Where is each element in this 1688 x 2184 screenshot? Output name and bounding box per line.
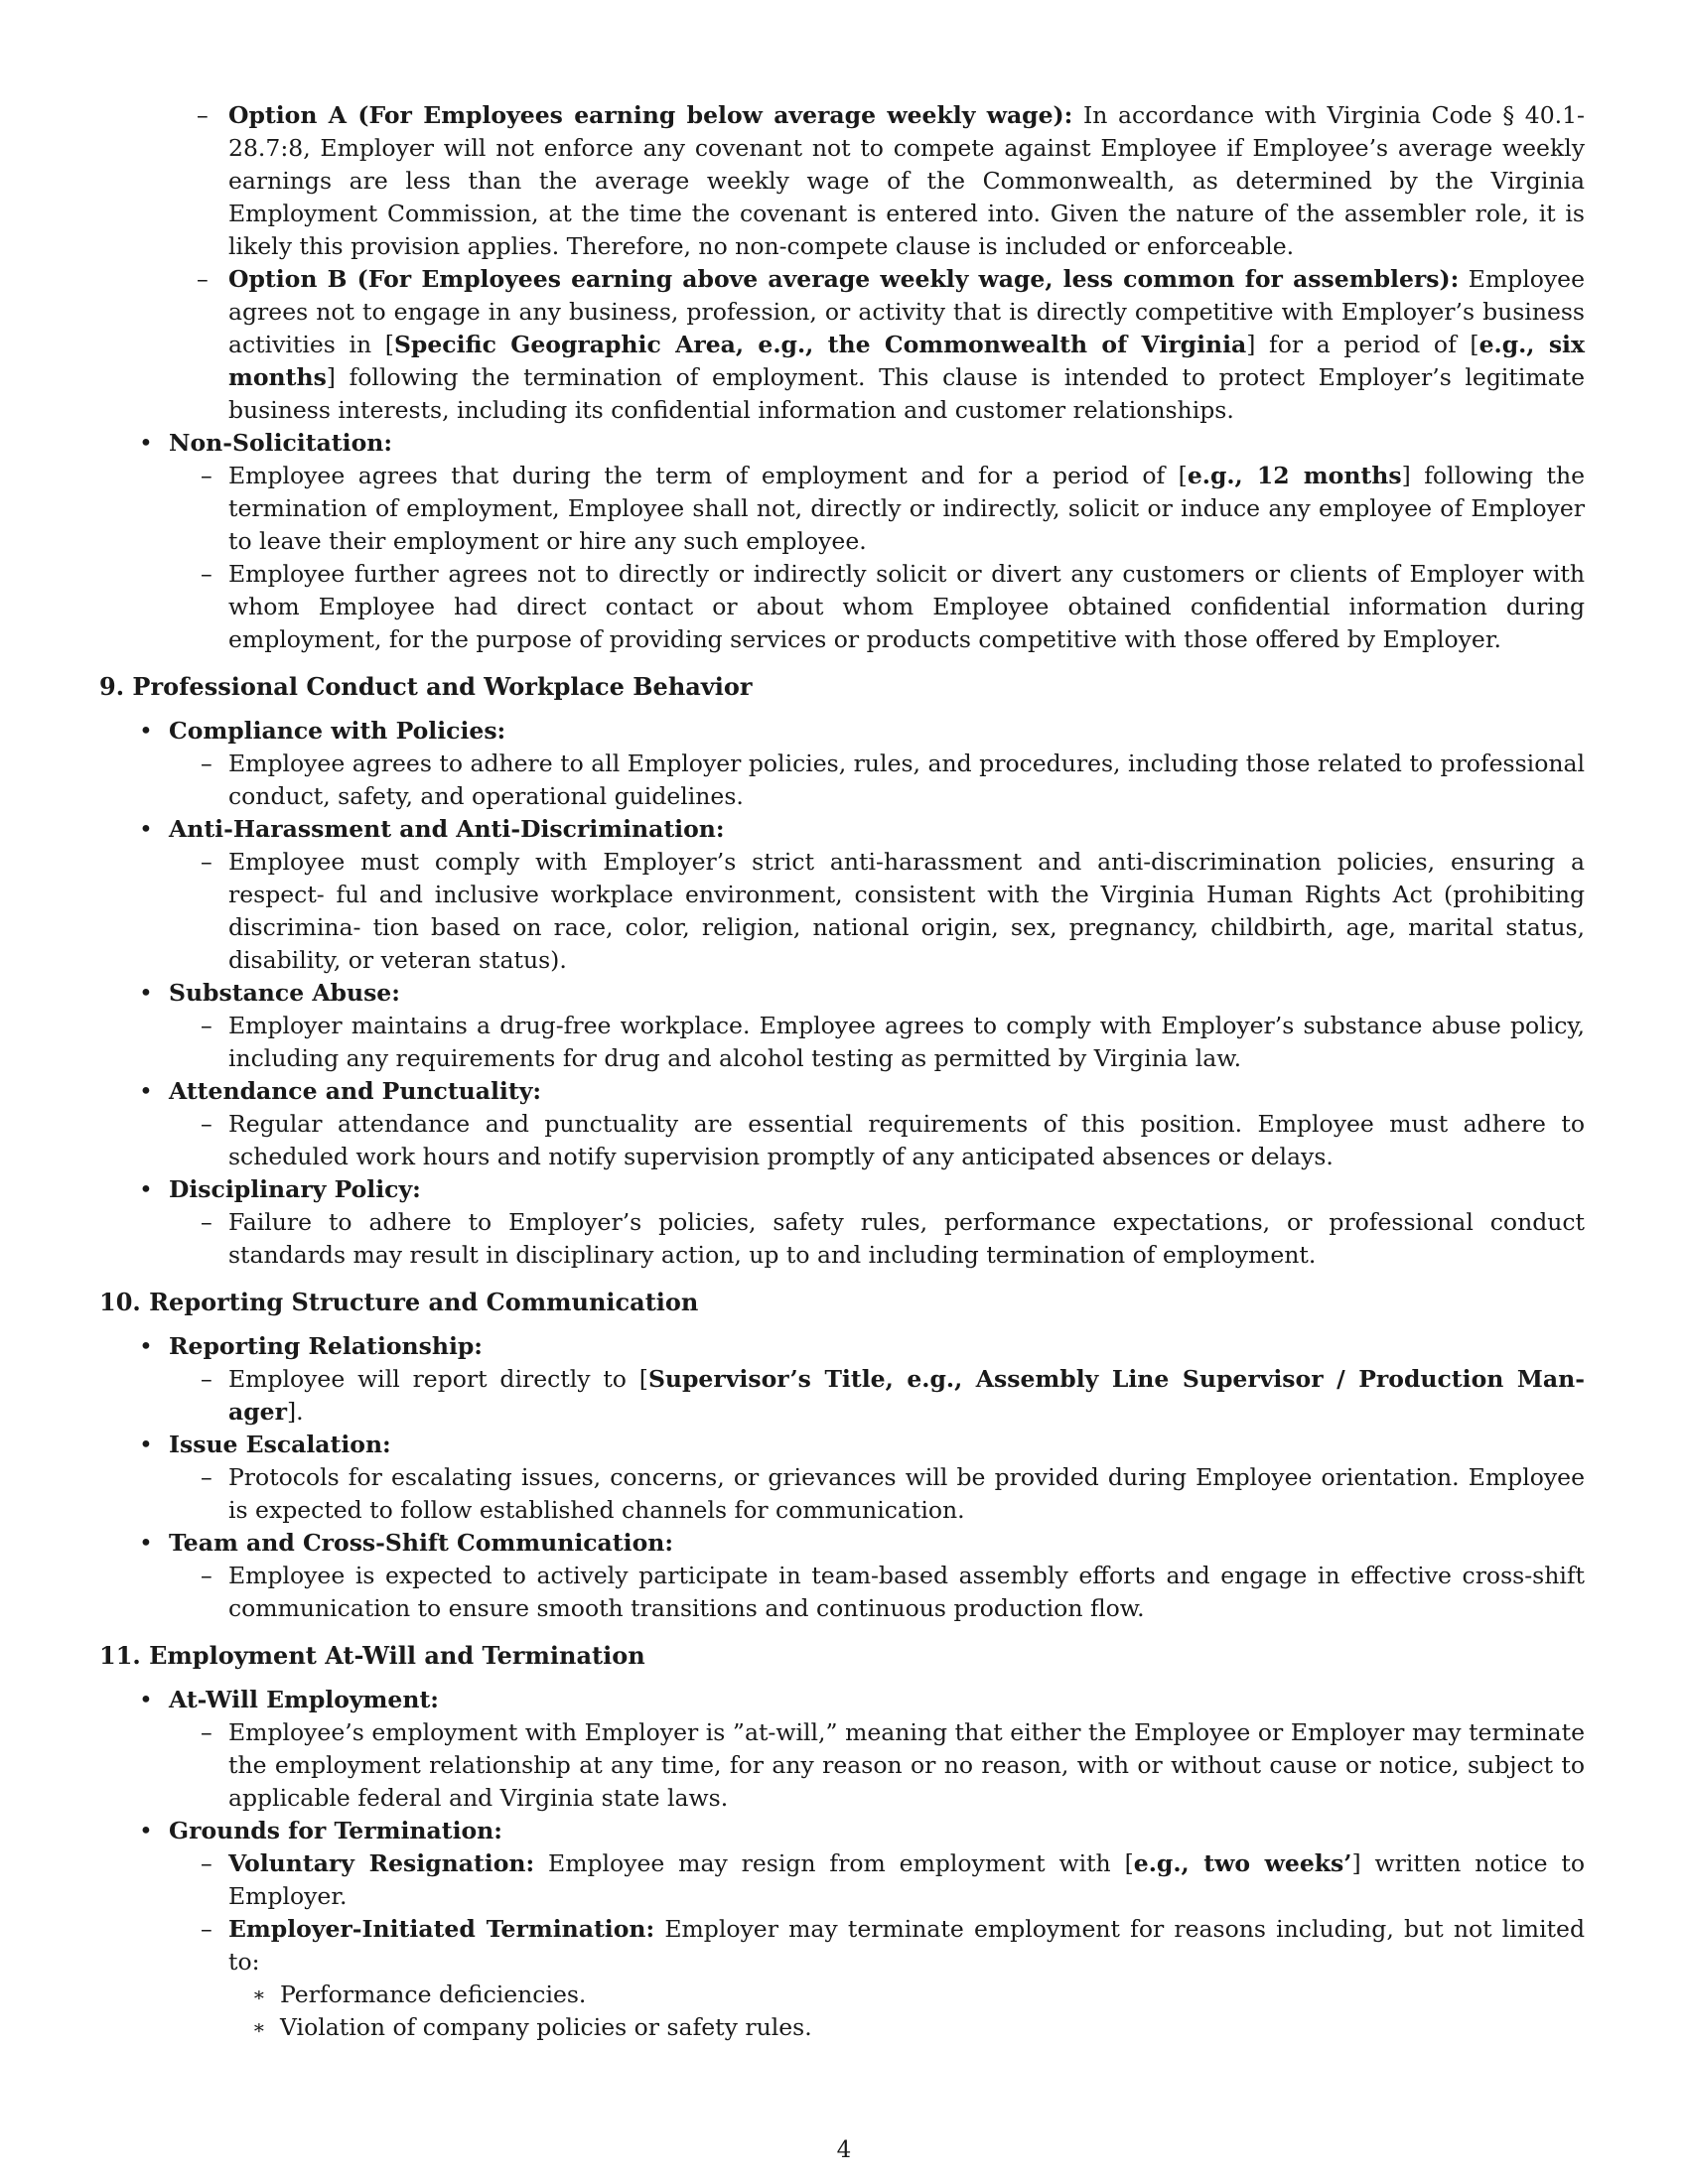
item-sublist bbox=[169, 846, 1585, 977]
item-sublist bbox=[169, 1560, 1585, 1625]
clause-placeholder: e.g., 12 months bbox=[1187, 462, 1402, 489]
item-sublist bbox=[169, 1206, 1585, 1272]
clause-text: Protocols for escalating issues, concerns, or grievances will be provided during Employee orientation. Employee is expected to follow established channels for communication. bbox=[228, 1463, 1585, 1524]
item-clause bbox=[169, 1010, 1585, 1075]
non-solicitation-list bbox=[99, 427, 1585, 656]
non-solicitation-item bbox=[99, 427, 1585, 656]
asterisk-bullet: ∗ bbox=[252, 2015, 266, 2039]
option-b-placeholder-area: Specific Geographic Area, e.g., the Commonwealth of Virginia bbox=[393, 331, 1247, 358]
option-b-text: ] for a period of [ bbox=[1246, 331, 1479, 358]
section-11 bbox=[99, 1639, 1585, 2044]
section-10-list bbox=[99, 1330, 1585, 1625]
item-clause bbox=[169, 1363, 1585, 1429]
section-11-list bbox=[99, 1684, 1585, 2044]
reason-item bbox=[252, 2011, 1585, 2044]
item-heading: Anti-Harassment and Anti-Discrimination: bbox=[169, 815, 725, 843]
item-heading: Team and Cross-Shift Communication: bbox=[169, 1529, 674, 1557]
section-9-item bbox=[99, 715, 1585, 813]
option-a-label: Option A (For Employees earning below average weekly wage): bbox=[228, 101, 1073, 129]
section-9-item bbox=[99, 977, 1585, 1075]
option-b-text: ] following the termination of employment. This clause is intended to protect Employer’s legitimate business interests, including its confidential information and customer relationships. bbox=[228, 363, 1585, 424]
clause-text: Employer maintains a drug-free workplace. Employee agrees to comply with Employer’s substance abuse policy, including any requirements for drug and alcohol testing as permitted by Virginia law. bbox=[228, 1012, 1585, 1072]
clause-placeholder: Supervisor’s Title, e.g., Assembly Line Supervisor / Production Man- ager bbox=[228, 1365, 1585, 1426]
option-b-label: Option B (For Employees earning above average weekly wage, less common for assemblers): bbox=[228, 265, 1460, 293]
section-11-item bbox=[99, 1815, 1585, 2044]
item-clause bbox=[169, 1913, 1585, 2044]
item-sublist bbox=[169, 1716, 1585, 1815]
item-clause bbox=[169, 1560, 1585, 1625]
item-heading: Grounds for Termination: bbox=[169, 1817, 502, 1844]
dash-bullet: – bbox=[201, 1718, 212, 1746]
item-sublist bbox=[169, 1847, 1585, 2044]
dash-bullet: – bbox=[201, 848, 212, 876]
clause-text: Employee’s employment with Employer is ”at-will,” meaning that either the Employee or Employer may terminate the employment relationship at any time, for any reason or no reason, with or without cause or notice, subject to applicable federal and Virginia state laws. bbox=[228, 1718, 1585, 1812]
clause-text: Failure to adhere to Employer’s policies, safety rules, performance expectations, or professional conduct standards may result in disciplinary action, up to and including termination of employment. bbox=[228, 1208, 1585, 1269]
section-title: 11. Employment At-Will and Termination bbox=[99, 1641, 645, 1670]
dash-bullet: – bbox=[201, 462, 212, 489]
clause-label: Voluntary Resignation: bbox=[228, 1849, 535, 1877]
clause-text: Employee agrees that during the term of employment and for a period of [ bbox=[228, 462, 1188, 489]
section-11-item bbox=[99, 1684, 1585, 1815]
reason-item bbox=[252, 1979, 1585, 2011]
dash-bullet: – bbox=[197, 265, 209, 293]
non-solicitation-heading: Non-Solicitation: bbox=[169, 429, 393, 457]
dash-bullet: – bbox=[201, 1915, 212, 1943]
non-solicitation-clause bbox=[169, 460, 1585, 558]
termination-reasons bbox=[228, 1979, 1585, 2044]
item-heading: Reporting Relationship: bbox=[169, 1332, 483, 1360]
section-title: 10. Reporting Structure and Communication bbox=[99, 1288, 699, 1316]
dash-bullet: – bbox=[201, 1012, 212, 1039]
dash-bullet: – bbox=[201, 1562, 212, 1589]
item-sublist bbox=[169, 1010, 1585, 1075]
clause-placeholder: e.g., two weeks’ bbox=[1133, 1849, 1352, 1877]
section-9-item bbox=[99, 813, 1585, 977]
clause-text: Employer may terminate employment for reasons including, but not limited to: bbox=[228, 1915, 1585, 1976]
item-clause bbox=[169, 846, 1585, 977]
clause-text: ]. bbox=[287, 1398, 304, 1426]
dash-bullet: – bbox=[197, 101, 209, 129]
clause-text: ] written notice to Employer. bbox=[228, 1849, 1586, 1910]
item-heading: Compliance with Policies: bbox=[169, 717, 506, 745]
section-10-item bbox=[99, 1429, 1585, 1527]
item-heading: Issue Escalation: bbox=[169, 1431, 391, 1458]
dash-bullet: – bbox=[201, 1463, 212, 1491]
option-b bbox=[169, 263, 1585, 427]
section-10 bbox=[99, 1286, 1585, 1625]
clause-text: Employee may resign from employment with [ bbox=[534, 1849, 1134, 1877]
item-clause bbox=[169, 748, 1585, 813]
item-heading: Disciplinary Policy: bbox=[169, 1175, 421, 1203]
clause-text: Employee will report directly to [ bbox=[228, 1365, 648, 1393]
section-10-item bbox=[99, 1330, 1585, 1429]
clause-text: Employee is expected to actively participate in team-based assembly efforts and engage in effective cross-shift communication to ensure smooth transitions and continuous production flow. bbox=[228, 1562, 1585, 1622]
option-a-text: In accordance with Virginia Code § 40.1-28.7:8, Employer will not enforce any covenant not to compete against Employee if Employee’s average weekly earnings are less than the average weekly wage of the Commonwealth, as determined by the Virginia Employment Commission, at the time the covenant is entered into. Given the nature of the assembler role, it is likely this provision applies. Therefore, no non-compete clause is included or enforceable. bbox=[228, 101, 1586, 260]
section-9-item bbox=[99, 1173, 1585, 1272]
clause-text: ] following the termination of employment, Employee shall not, directly or indirectly, solicit or induce any employee of Employer to leave their employment or hire any such employee. bbox=[228, 462, 1585, 555]
item-heading: Attendance and Punctuality: bbox=[169, 1077, 542, 1105]
item-sublist bbox=[169, 1108, 1585, 1173]
item-sublist bbox=[169, 1363, 1585, 1429]
dash-bullet: – bbox=[201, 750, 212, 777]
option-a bbox=[169, 99, 1585, 263]
section-title: 9. Professional Conduct and Workplace Behavior bbox=[99, 672, 753, 701]
clause-label: Employer-Initiated Termination: bbox=[228, 1915, 655, 1943]
clause-text: Employee must comply with Employer’s strict anti-harassment and anti-discrimination policies, ensuring a respect- ful and inclusive workplace environment, consistent with the Virginia Human Rights Act (prohibiting discrimina- tion based on race, color, religion, national origin, sex, pregnancy, childbirth, age, marital status, disability, or veteran status). bbox=[228, 848, 1585, 974]
non-compete-options bbox=[99, 99, 1585, 427]
section-9 bbox=[99, 670, 1585, 1272]
clause-text: Employee further agrees not to directly or indirectly solicit or divert any customers or clients of Employer with whom Employee had direct contact or about whom Employee obtained confidential information during employment, for the purpose of providing services or products competitive with those offered by Employer. bbox=[228, 560, 1585, 653]
non-solicitation-sublist bbox=[169, 460, 1585, 656]
reason-text: Performance deficiencies. bbox=[280, 1980, 587, 2008]
section-9-list bbox=[99, 715, 1585, 1272]
clause-text: Employee agrees to adhere to all Employer policies, rules, and procedures, including those related to professional conduct, safety, and operational guidelines. bbox=[228, 750, 1585, 810]
dash-bullet: – bbox=[201, 1849, 212, 1877]
item-heading: At-Will Employment: bbox=[169, 1686, 439, 1713]
dash-bullet: – bbox=[201, 1110, 212, 1138]
non-solicitation-clause bbox=[169, 558, 1585, 656]
item-clause bbox=[169, 1847, 1585, 1913]
item-heading: Substance Abuse: bbox=[169, 979, 400, 1007]
clause-text: Regular attendance and punctuality are essential requirements of this position. Employee must adhere to scheduled work hours and notify supervision promptly of any anticipated absences or delays. bbox=[228, 1110, 1585, 1170]
item-sublist bbox=[169, 748, 1585, 813]
item-clause bbox=[169, 1716, 1585, 1815]
dash-bullet: – bbox=[201, 1365, 212, 1393]
item-clause bbox=[169, 1108, 1585, 1173]
section-10-item bbox=[99, 1527, 1585, 1625]
option-b-placeholder-period: e.g., six months bbox=[228, 331, 1585, 391]
item-sublist bbox=[169, 1461, 1585, 1527]
item-clause bbox=[169, 1461, 1585, 1527]
reason-text: Violation of company policies or safety rules. bbox=[280, 2013, 812, 2041]
asterisk-bullet: ∗ bbox=[252, 1982, 266, 2006]
option-b-text: Employee agrees not to engage in any business, profession, or activity that is directly competitive with Employer’s business activities in [ bbox=[228, 265, 1585, 358]
dash-bullet: – bbox=[201, 560, 212, 588]
page-number: 4 bbox=[836, 2137, 852, 2163]
dash-bullet: – bbox=[201, 1208, 212, 1236]
section-9-item bbox=[99, 1075, 1585, 1173]
item-clause bbox=[169, 1206, 1585, 1272]
